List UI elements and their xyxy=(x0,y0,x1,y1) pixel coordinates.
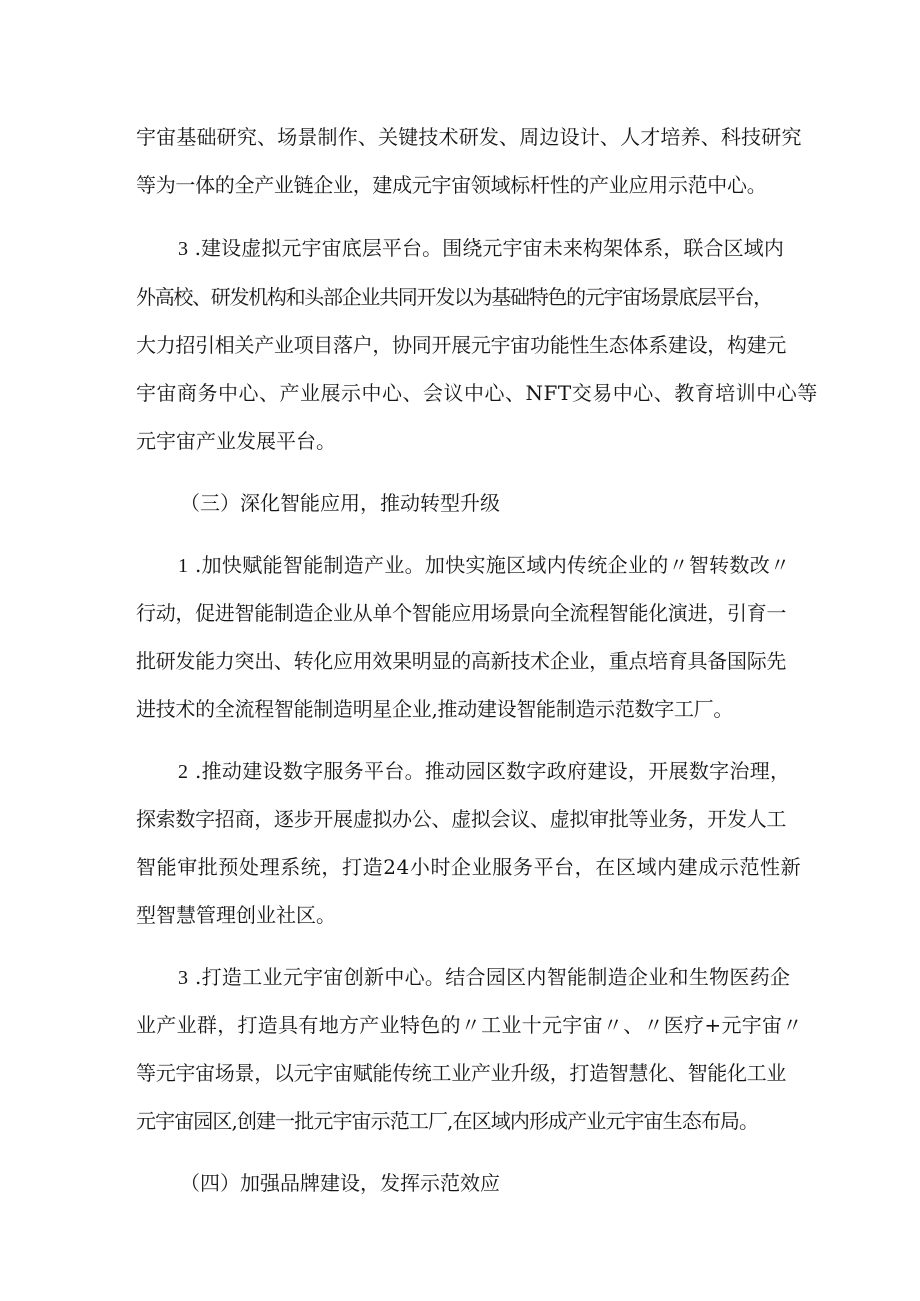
text-line: 行动，促进智能制造企业从单个智能应用场景向全流程智能化演进，引育一 xyxy=(136,601,787,625)
list-number: 2 xyxy=(178,761,189,783)
text-line: 智能审批预处理系统，打造24小时企业服务平台，在区域内建成示范性新 xyxy=(136,855,802,879)
text-line-body: .打造工业元宇宙创新中心。结合园区内智能制造企业和生物医药企 xyxy=(188,965,791,989)
text-line: 等为一体的全产业链企业，建成元宇宙领域标杆性的产业应用示范中心。 xyxy=(136,173,767,197)
text-line: 型智慧管理创业社区。 xyxy=(136,903,336,927)
text-line: 元宇宙产业发展平台。 xyxy=(136,429,336,453)
text-line: 元宇宙园区,创建一批元宇宙示范工厂,在区域内形成产业元宇宙生态布局。 xyxy=(136,1109,759,1133)
list-number: 3 xyxy=(178,967,189,989)
text-line xyxy=(178,759,790,784)
text-line-body: .建设虚拟元宇宙底层平台。围绕元宇宙未来构架体系，联合区域内 xyxy=(188,236,784,260)
text-line: 进技术的全流程智能制造明星企业,推动建设智能制造示范数字工厂。 xyxy=(136,697,734,721)
text-line xyxy=(178,236,784,261)
text-line xyxy=(178,553,790,578)
text-line: 外高校、研发机构和头部企业共同开发以为基础特色的元宇宙场景底层平台， xyxy=(136,285,772,309)
list-number: 3 xyxy=(178,238,189,260)
text-line: 等元宇宙场景，以元宇宙赋能传统工业产业升级，打造智慧化、智能化工业 xyxy=(136,1061,787,1085)
text-line: 大力招引相关产业项目落户，协同开展元宇宙功能性生态体系建设，构建元 xyxy=(136,333,787,357)
text-line xyxy=(178,965,790,990)
text-line: 宇宙商务中心、产业展示中心、会议中心、NFT交易中心、教育培训中心等 xyxy=(136,381,818,405)
text-line: 探索数字招商，逐步开展虚拟办公、虚拟会议、虚拟审批等业务，开发人工 xyxy=(136,807,787,831)
text-line-body: .加快赋能智能制造产业。加快实施区域内传统企业的〃智转数改〃 xyxy=(188,553,791,577)
section-heading: （三）深化智能应用，推动转型升级 xyxy=(180,491,500,515)
text-line: 宇宙基础研究、场景制作、关键技术研发、周边设计、人才培养、科技研究 xyxy=(136,125,802,149)
text-line-body: .推动建设数字服务平台。推动园区数字政府建设，开展数字治理， xyxy=(188,759,791,783)
section-heading: （四）加强品牌建设，发挥示范效应 xyxy=(180,1171,500,1195)
list-number: 1 xyxy=(178,555,189,577)
text-line: 批研发能力突出、转化应用效果明显的高新技术企业，重点培育具备国际先 xyxy=(136,649,787,673)
text-line: 业产业群，打造具有地方产业特色的〃工业十元宇宙〃、〃医疗+元宇宙〃 xyxy=(136,1013,803,1037)
